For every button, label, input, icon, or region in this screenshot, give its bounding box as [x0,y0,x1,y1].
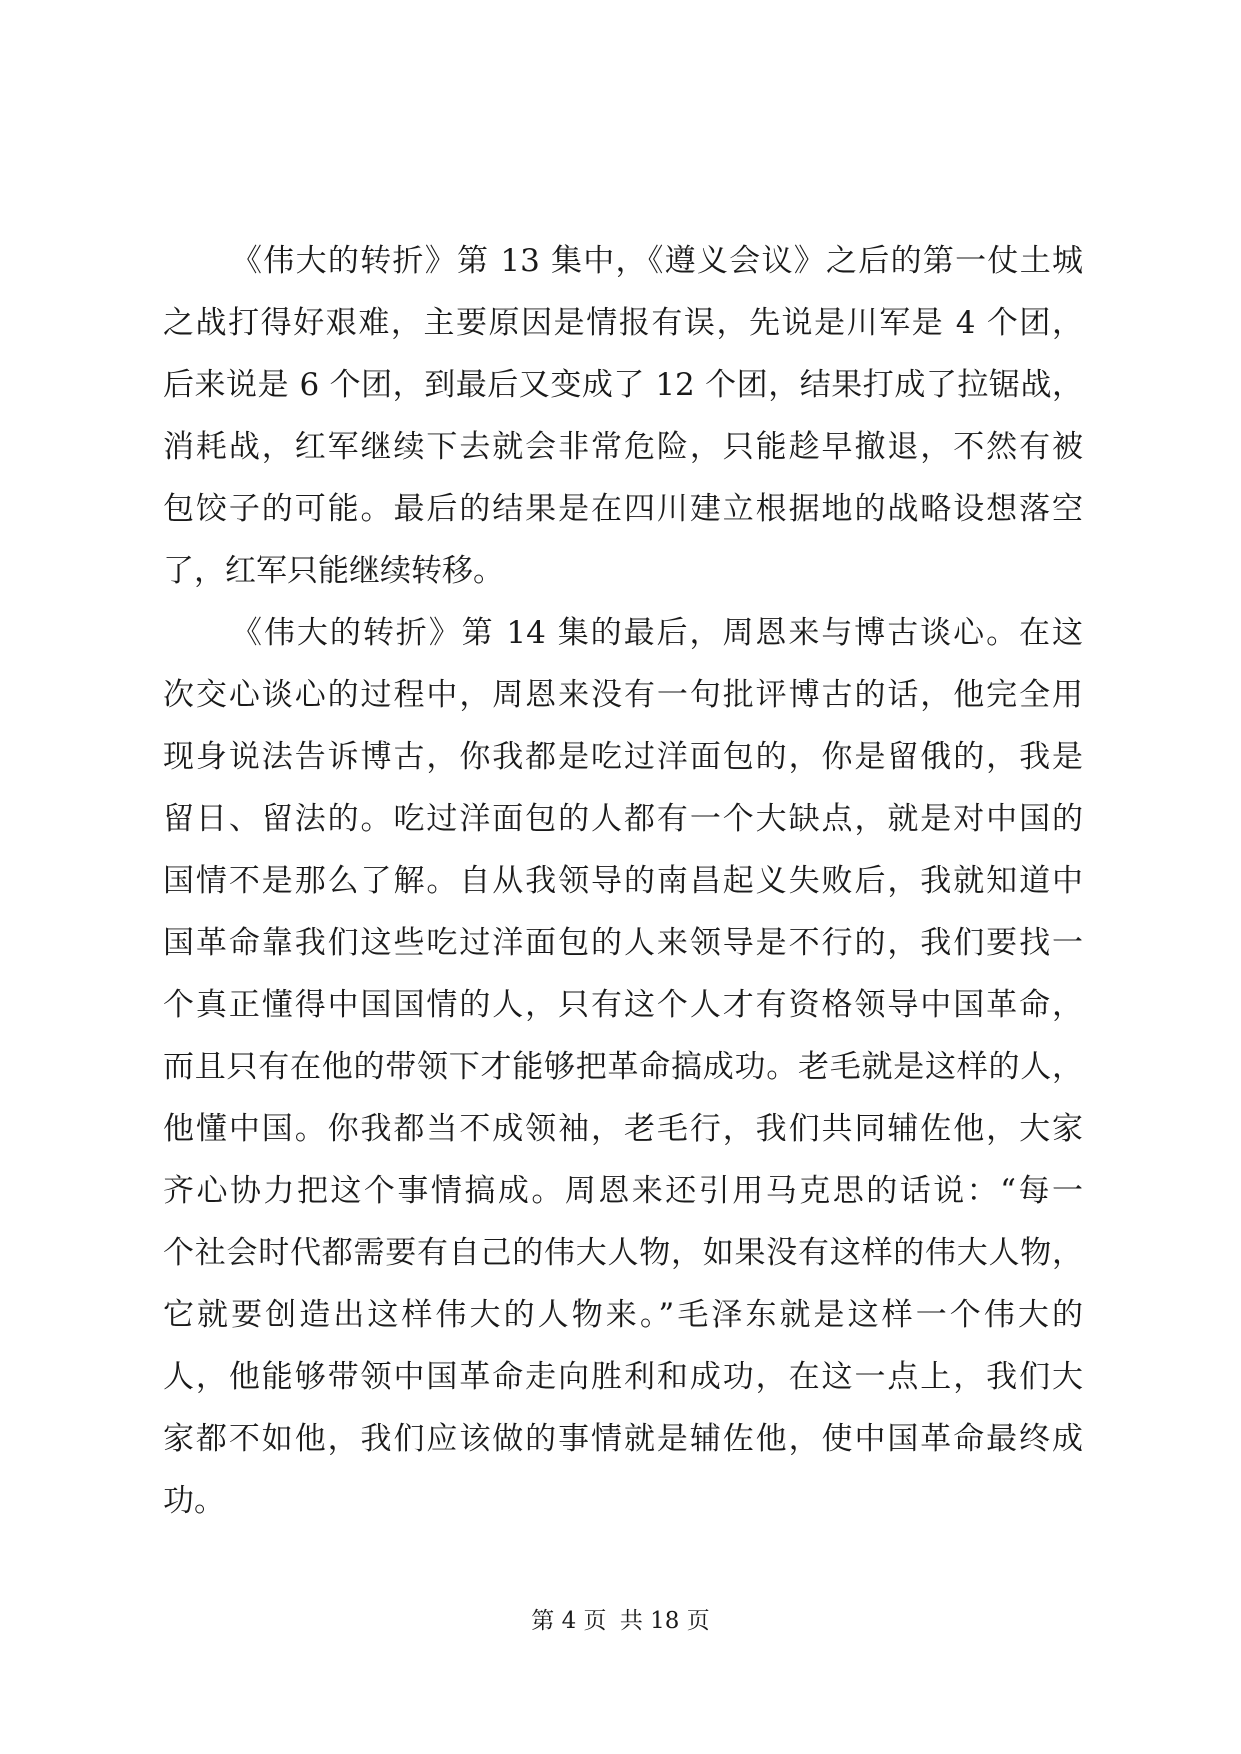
text-line: 留日、留法的。吃过洋面包的人都有一个大缺点，就是对中国的 [163,801,1083,837]
text-line: 个真正懂得中国国情的人，只有这个人才有资格领导中国革命， [163,987,1083,1023]
text-line: 国革命靠我们这些吃过洋面包的人来领导是不行的，我们要找一 [163,925,1083,961]
text-line: 家都不如他，我们应该做的事情就是辅佐他，使中国革命最终成 [163,1421,1083,1457]
text-line: 个社会时代都需要有自己的伟大人物，如果没有这样的伟大人物， [163,1235,1083,1271]
page-total: 共 18 页 [619,1608,710,1634]
text-line: 而且只有在他的带领下才能够把革命搞成功。老毛就是这样的人， [163,1049,1083,1085]
text-line: 他懂中国。你我都当不成领袖，老毛行，我们共同辅佐他，大家 [163,1111,1083,1147]
text-line: 之战打得好艰难，主要原因是情报有误，先说是川军是 4 个团， [163,305,1083,341]
text-line: 齐心协力把这个事情搞成。周恩来还引用马克思的话说：“每一 [163,1173,1083,1209]
page-footer [0,1606,1241,1636]
text-line: 现身说法告诉博古，你我都是吃过洋面包的，你是留俄的，我是 [163,739,1083,775]
text-line: 人，他能够带领中国革命走向胜利和成功，在这一点上，我们大 [163,1359,1083,1395]
text-line: 次交心谈心的过程中，周恩来没有一句批评博古的话，他完全用 [163,677,1083,713]
text-line: 包饺子的可能。最后的结果是在四川建立根据地的战略设想落空 [163,491,1083,527]
paragraph-1 [163,230,1083,602]
text-line: 它就要创造出这样伟大的人物来。”毛泽东就是这样一个伟大的 [163,1297,1083,1333]
text-line: 后来说是 6 个团，到最后又变成了 12 个团，结果打成了拉锯战， [163,367,1083,403]
text-line: 了，红军只能继续转移。 [163,553,504,589]
text-line: 《伟大的转折》第 13 集中，《遵义会议》之后的第一仗土城 [231,243,1083,279]
paragraph-2 [163,602,1083,1532]
text-line: 消耗战，红军继续下去就会非常危险，只能趁早撤退，不然有被 [163,429,1083,465]
text-line: 国情不是那么了解。自从我领导的南昌起义失败后，我就知道中 [163,863,1083,899]
page-number: 第 4 页 [531,1608,607,1634]
text-line: 功。 [163,1483,225,1519]
text-line: 《伟大的转折》第 14 集的最后，周恩来与博古谈心。在这 [231,615,1083,651]
document-body [163,230,1083,1532]
